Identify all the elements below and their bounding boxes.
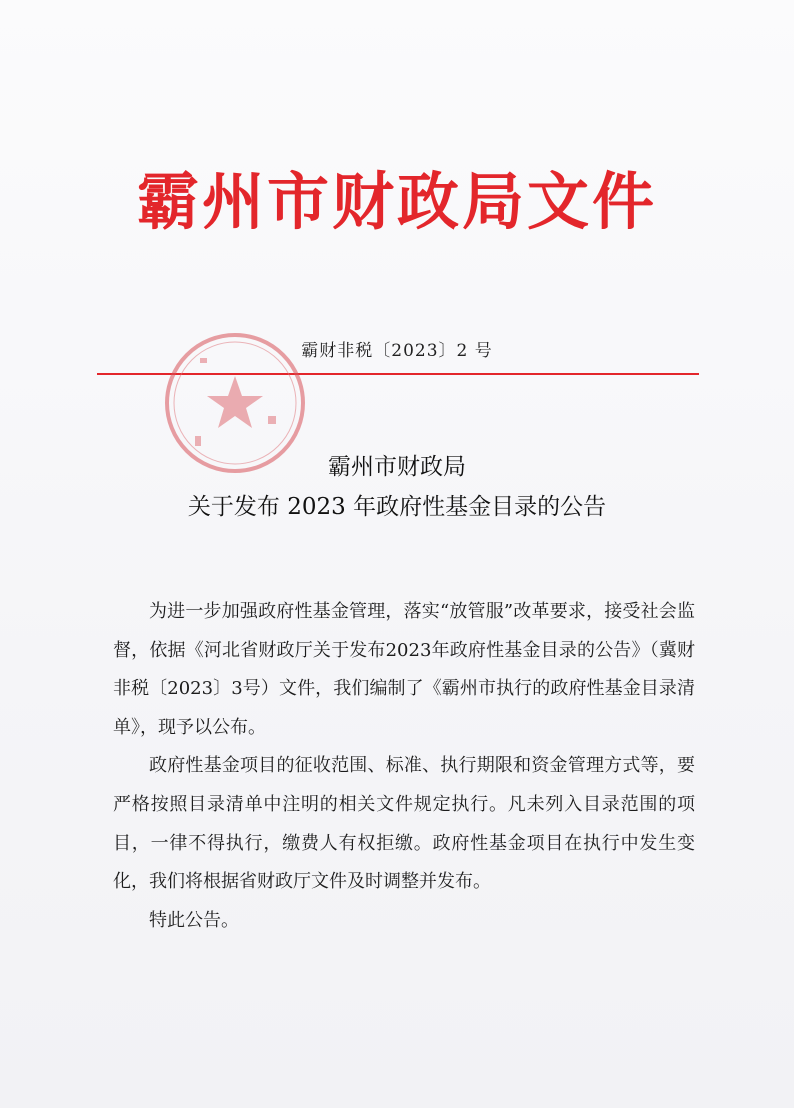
body-paragraph: 政府性基金项目的征收范围、标准、执行期限和资金管理方式等，要严格按照目录清单中注明的相关文件规定执行。凡未列入目录范围的项目，一律不得执行，缴费人有权拒缴。政府性基金项目在执行中发生变化，我们将根据省财政厅文件及时调整并发布。	[113, 755, 695, 893]
body-paragraph: 为进一步加强政府性基金管理，落实“放管服”改革要求，接受社会监督，依据《河北省财政厅关于发布2023年政府性基金目录的公告》（冀财非税〔2023〕3号）文件，我们编制了《霸州市执行的政府性基金目录清单》，现予以公布。	[113, 601, 695, 738]
notice-title-line-2: 关于发布 2023 年政府性基金目录的公告	[187, 494, 607, 520]
notice-body	[113, 593, 695, 940]
document-number: 霸财非税〔2023〕2 号	[301, 341, 493, 361]
body-paragraph: 特此公告。	[149, 909, 239, 931]
notice-title-line-1: 霸州市财政局	[328, 454, 466, 480]
masthead-title: 霸州市财政局文件	[136, 165, 657, 238]
